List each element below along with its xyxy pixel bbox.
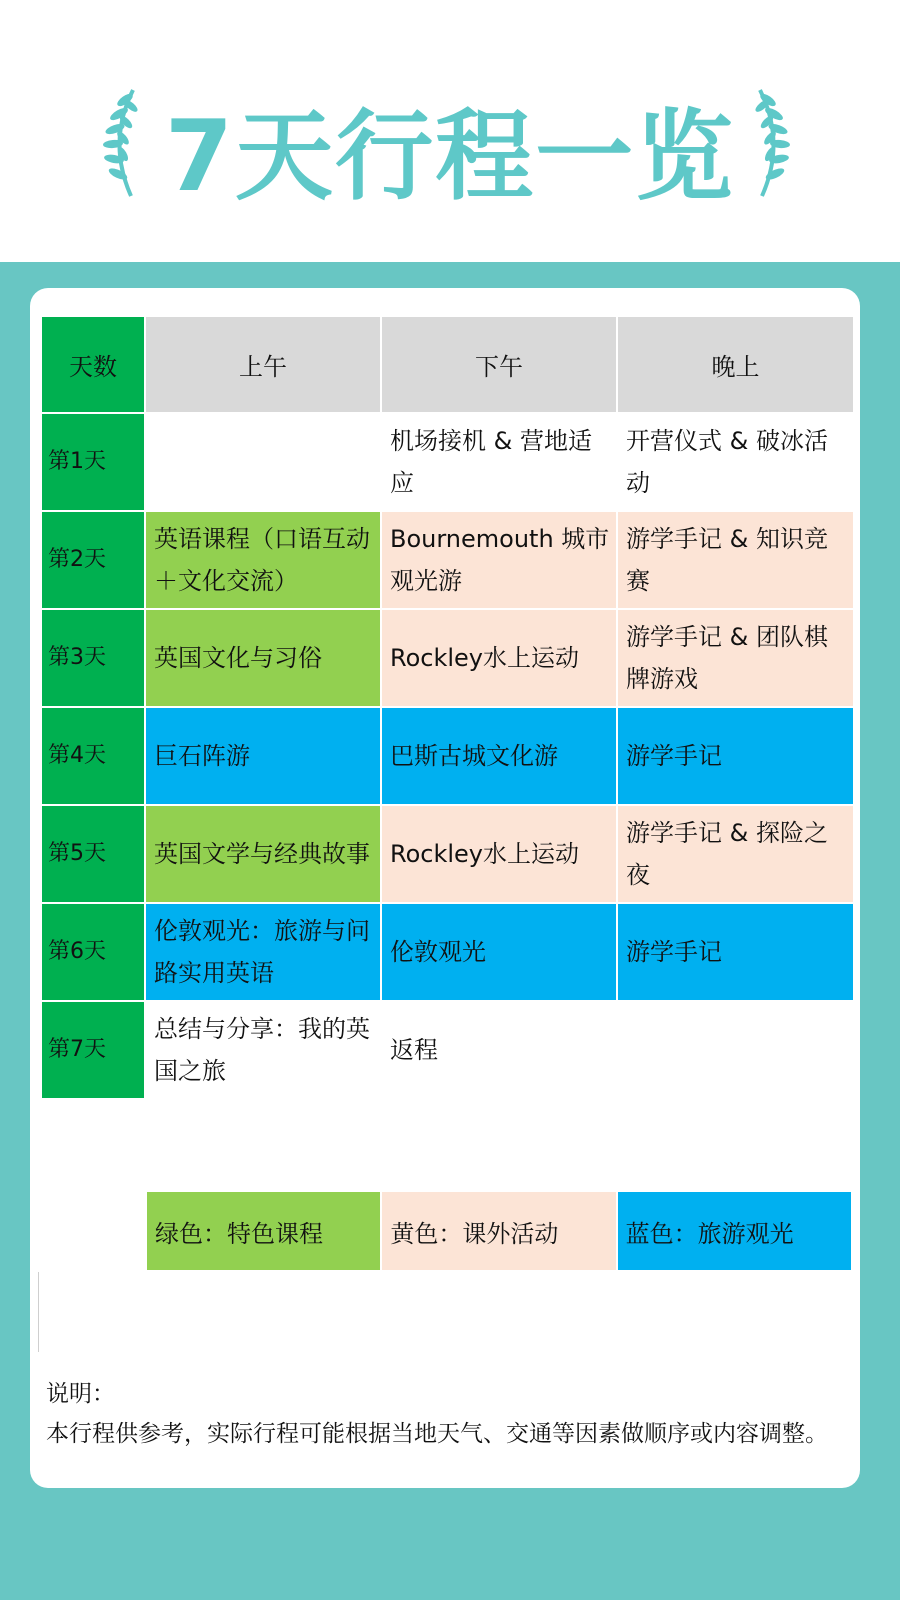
evening-cell: 游学手记	[617, 707, 854, 805]
day-cell: 第6天	[41, 903, 145, 1001]
header-afternoon: 下午	[381, 316, 617, 413]
table-row	[41, 707, 854, 805]
evening-cell: 游学手记 & 知识竞赛	[617, 511, 854, 609]
afternoon-cell: Rockley水上运动	[381, 805, 617, 903]
afternoon-cell: 伦敦观光	[381, 903, 617, 1001]
evening-cell	[617, 1001, 854, 1099]
color-legend	[145, 1190, 853, 1272]
header-morning: 上午	[145, 316, 381, 413]
afternoon-cell: Rockley水上运动	[381, 609, 617, 707]
day-cell: 第2天	[41, 511, 145, 609]
morning-cell	[145, 413, 381, 511]
notes-heading: 说明：	[46, 1381, 115, 1407]
morning-cell: 英国文学与经典故事	[145, 805, 381, 903]
table-header-row	[41, 316, 854, 413]
morning-cell: 总结与分享：我的英国之旅	[145, 1001, 381, 1099]
legend-blue: 蓝色：旅游观光	[617, 1191, 852, 1271]
divider	[38, 1272, 39, 1352]
notes-section	[46, 1374, 846, 1454]
header-evening: 晚上	[617, 316, 854, 413]
legend-yellow: 黄色：课外活动	[381, 1191, 616, 1271]
table-row	[41, 609, 854, 707]
afternoon-cell: 巴斯古城文化游	[381, 707, 617, 805]
itinerary-table	[40, 315, 855, 1100]
evening-cell: 游学手记 & 团队棋牌游戏	[617, 609, 854, 707]
afternoon-cell: Bournemouth 城市观光游	[381, 511, 617, 609]
morning-cell: 伦敦观光：旅游与问路实用英语	[145, 903, 381, 1001]
day-cell: 第3天	[41, 609, 145, 707]
table-row	[41, 903, 854, 1001]
morning-cell: 巨石阵游	[145, 707, 381, 805]
evening-cell: 游学手记 & 探险之夜	[617, 805, 854, 903]
day-cell: 第7天	[41, 1001, 145, 1099]
notes-body: 本行程供参考，实际行程可能根据当地天气、交通等因素做顺序或内容调整。	[46, 1421, 828, 1447]
morning-cell: 英国文化与习俗	[145, 609, 381, 707]
table-row	[41, 511, 854, 609]
evening-cell: 游学手记	[617, 903, 854, 1001]
table-row	[41, 413, 854, 511]
day-cell: 第1天	[41, 413, 145, 511]
legend-green: 绿色：特色课程	[146, 1191, 381, 1271]
day-cell: 第5天	[41, 805, 145, 903]
table-row	[41, 805, 854, 903]
page-title: 7天行程一览	[164, 100, 736, 214]
header-day: 天数	[41, 316, 145, 413]
afternoon-cell: 机场接机 & 营地适应	[381, 413, 617, 511]
laurel-right-icon	[748, 84, 798, 202]
header	[0, 0, 900, 262]
afternoon-cell: 返程	[381, 1001, 617, 1099]
evening-cell: 开营仪式 & 破冰活动	[617, 413, 854, 511]
day-cell: 第4天	[41, 707, 145, 805]
morning-cell: 英语课程（口语互动＋文化交流）	[145, 511, 381, 609]
table-row	[41, 1001, 854, 1099]
